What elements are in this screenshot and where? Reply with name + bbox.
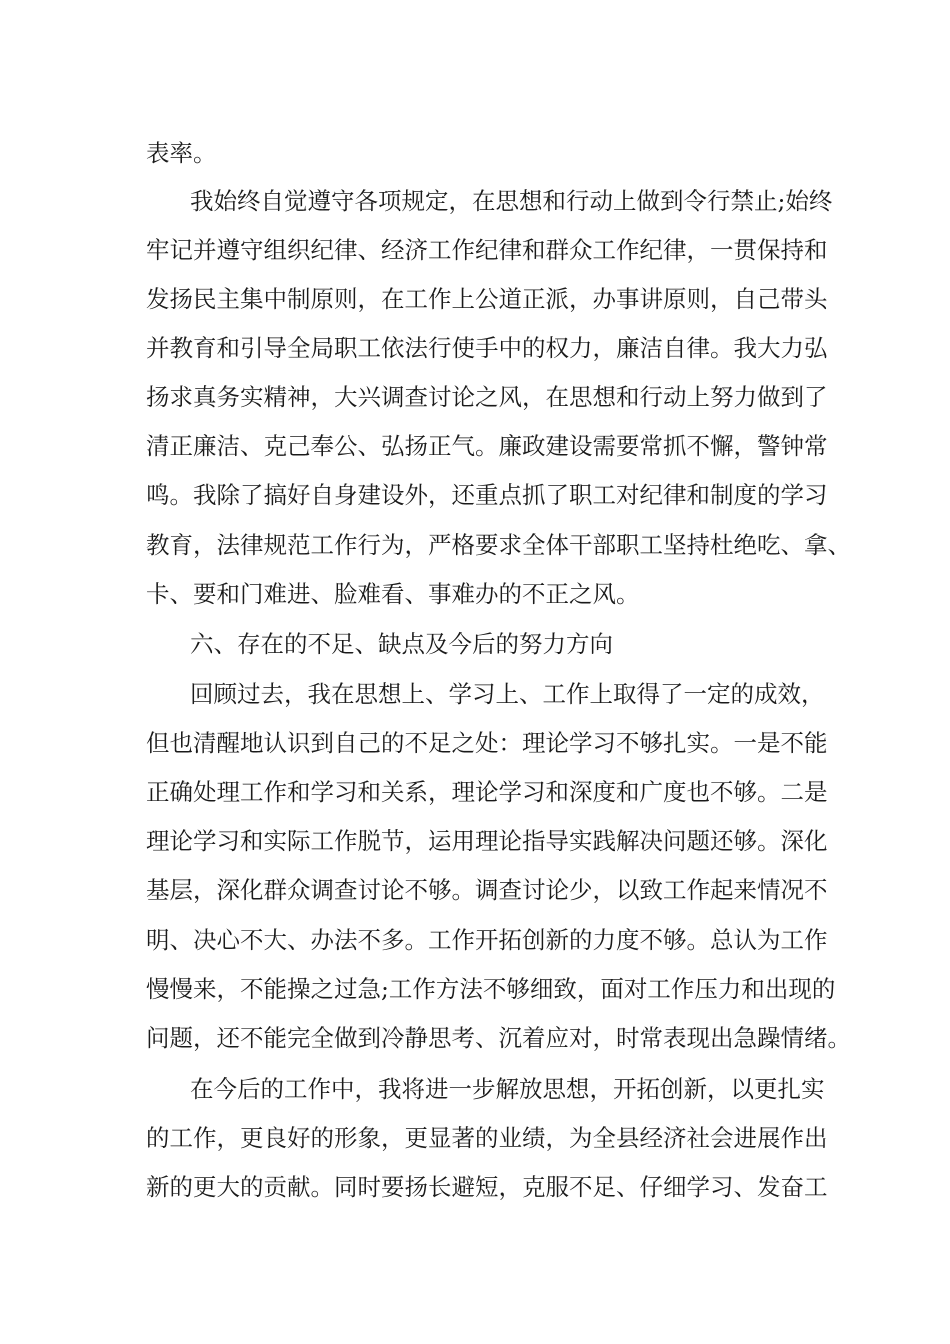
text-line: 扬求真务实精神，大兴调查讨论之风，在思想和行动上努力做到了 xyxy=(146,383,828,411)
text-line: 但也清醒地认识到自己的不足之处：理论学习不够扎实。一是不能 xyxy=(146,729,828,757)
text-line: 正确处理工作和学习和关系，理论学习和深度和广度也不够。二是 xyxy=(146,778,828,806)
section-heading: 六、存在的不足、缺点及今后的努力方向 xyxy=(190,630,613,658)
text-line: 教育，法律规范工作行为，严格要求全体干部职工坚持杜绝吃、拿、 xyxy=(146,531,851,559)
text-line: 明、决心不大、办法不多。工作开拓创新的力度不够。总认为工作 xyxy=(146,926,828,954)
text-line: 清正廉洁、克己奉公、弘扬正气。廉政建设需要常抓不懈，警钟常 xyxy=(146,432,828,460)
text-line: 鸣。我除了搞好自身建设外，还重点抓了职工对纪律和制度的学习 xyxy=(146,481,828,509)
text-line: 新的更大的贡献。同时要扬长避短，克服不足、仔细学习、发奋工 xyxy=(146,1173,828,1201)
text-line: 我始终自觉遵守各项规定，在思想和行动上做到令行禁止;始终 xyxy=(190,187,833,215)
text-line: 慢慢来，不能操之过急;工作方法不够细致，面对工作压力和出现的 xyxy=(146,975,836,1003)
text-line: 在今后的工作中，我将进一步解放思想，开拓创新，以更扎实 xyxy=(190,1075,825,1103)
text-line: 理论学习和实际工作脱节，运用理论指导实践解决问题还够。深化 xyxy=(146,827,828,855)
text-line: 回顾过去，我在思想上、学习上、工作上取得了一定的成效， xyxy=(190,680,825,708)
text-line: 的工作，更良好的形象，更显著的业绩，为全县经济社会进展作出 xyxy=(146,1124,828,1152)
text-line: 表率。 xyxy=(146,139,217,167)
text-line: 牢记并遵守组织纪律、经济工作纪律和群众工作纪律，一贯保持和 xyxy=(146,236,828,264)
text-line: 卡、要和门难进、脸难看、事难办的不正之风。 xyxy=(146,580,640,608)
text-line: 问题，还不能完全做到冷静思考、沉着应对，时常表现出急躁情绪。 xyxy=(146,1024,851,1052)
text-line: 并教育和引导全局职工依法行使手中的权力，廉洁自律。我大力弘 xyxy=(146,334,828,362)
text-line: 发扬民主集中制原则，在工作上公道正派，办事讲原则，自己带头 xyxy=(146,285,828,313)
text-line: 基层，深化群众调查讨论不够。调查讨论少，以致工作起来情况不 xyxy=(146,876,828,904)
